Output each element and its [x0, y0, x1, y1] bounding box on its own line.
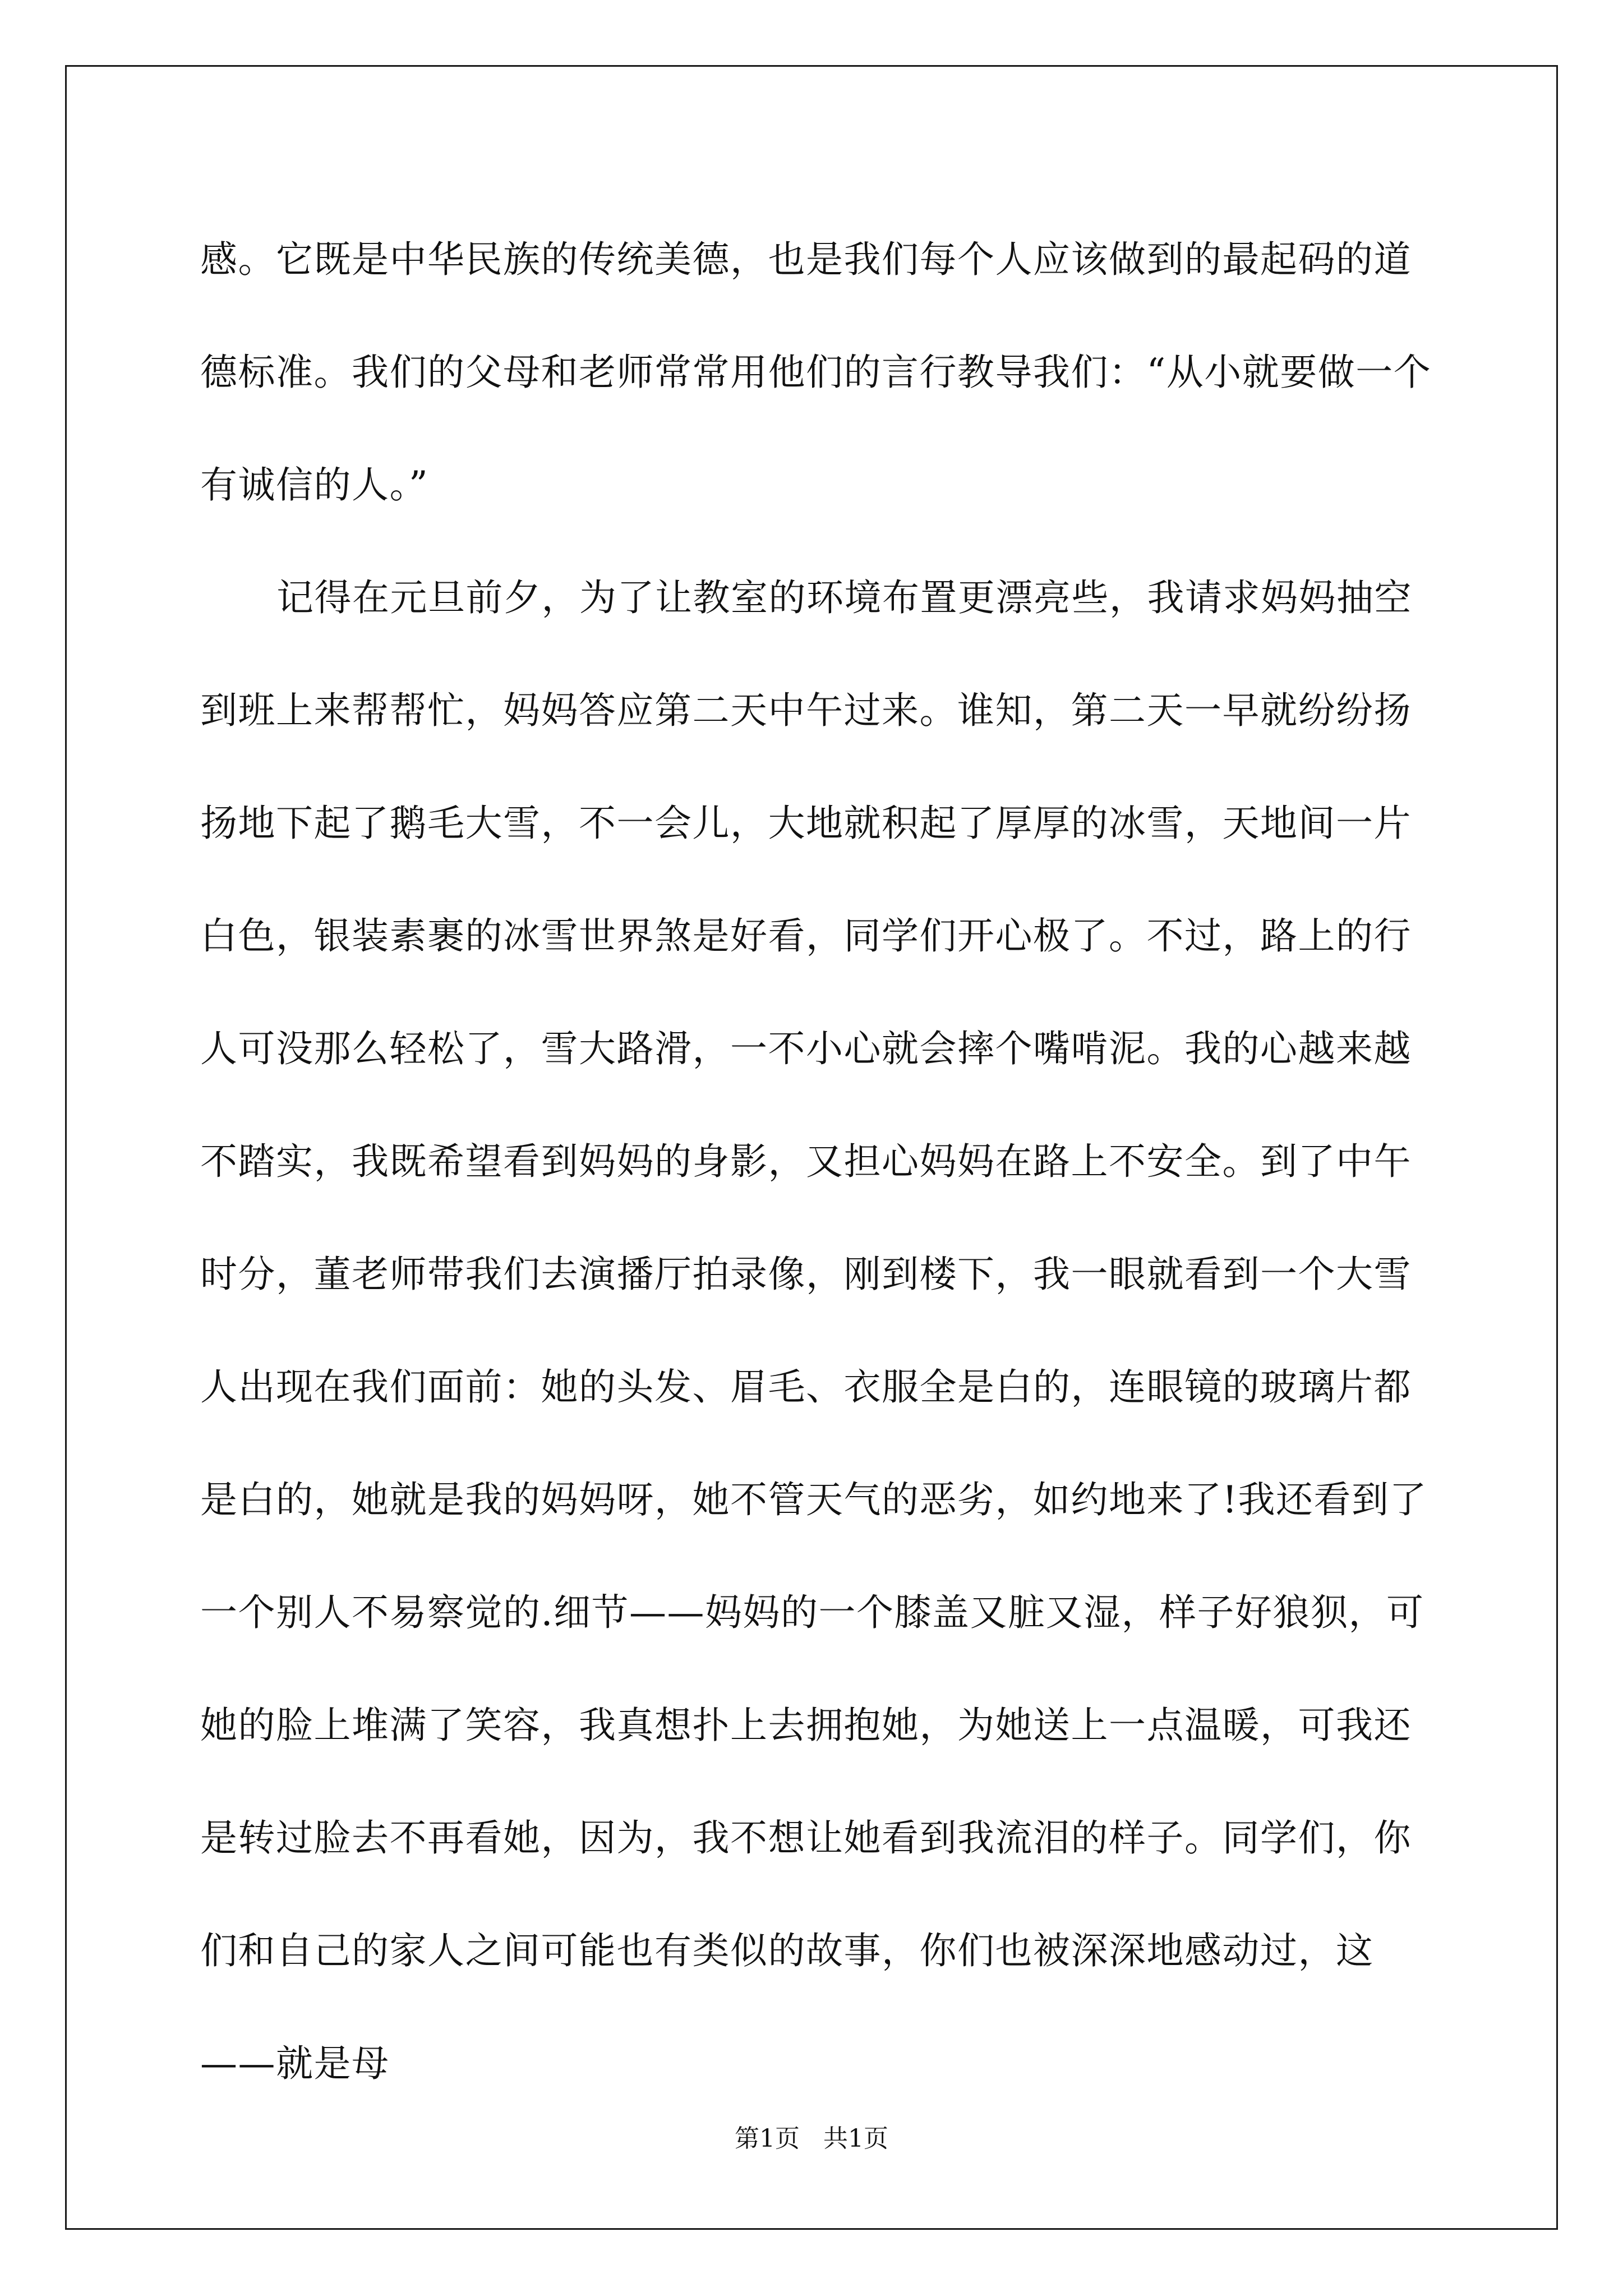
paragraph-continuation: 感。它既是中华民族的传统美德，也是我们每个人应该做到的最起码的道德标准。我们的父母和老师常常用他们的言行教导我们：“从小就要做一个有诚信的人。” [200, 238, 1432, 507]
page-footer: 第1页 共1页 [735, 2124, 888, 2153]
document-body [200, 203, 1434, 2120]
paragraph-new-year-story: 记得在元旦前夕，为了让教室的环境布置更漂亮些，我请求妈妈抽空到班上来帮帮忙，妈妈答应第二天中午过来。谁知，第二天一早就纷纷扬扬地下起了鹅毛大雪，不一会儿，大地就积起了厚厚的冰雪，天地间一片白色，银装素裹的冰雪世界煞是好看，同学们开心极了。不过，路上的行人可没那么轻松了，雪大路滑，一不小心就会摔个嘴啃泥。我的心越来越不踏实，我既希望看到妈妈的身影，又担心妈妈在路上不安全。到了中午时分，董老师带我们去演播厅拍录像，刚到楼下，我一眼就看到一个大雪人出现在我们面前：她的头发、眉毛、衣服全是白的，连眼镜的玻璃片都是白的，她就是我的妈妈呀，她不管天气的恶劣，如约地来了!我还看到了一个别人不易察觉的.细节——妈妈的一个膝盖又脏又湿，样子好狼狈，可她的脸上堆满了笑容，我真想扑上去拥抱她，为她送上一点温暖，可我还是转过脸去不再看她，因为，我不想让她看到我流泪的样子。同学们，你们和自己的家人之间可能也有类似的故事，你们也被深深地感动过，这——就是母 [200, 576, 1428, 2085]
